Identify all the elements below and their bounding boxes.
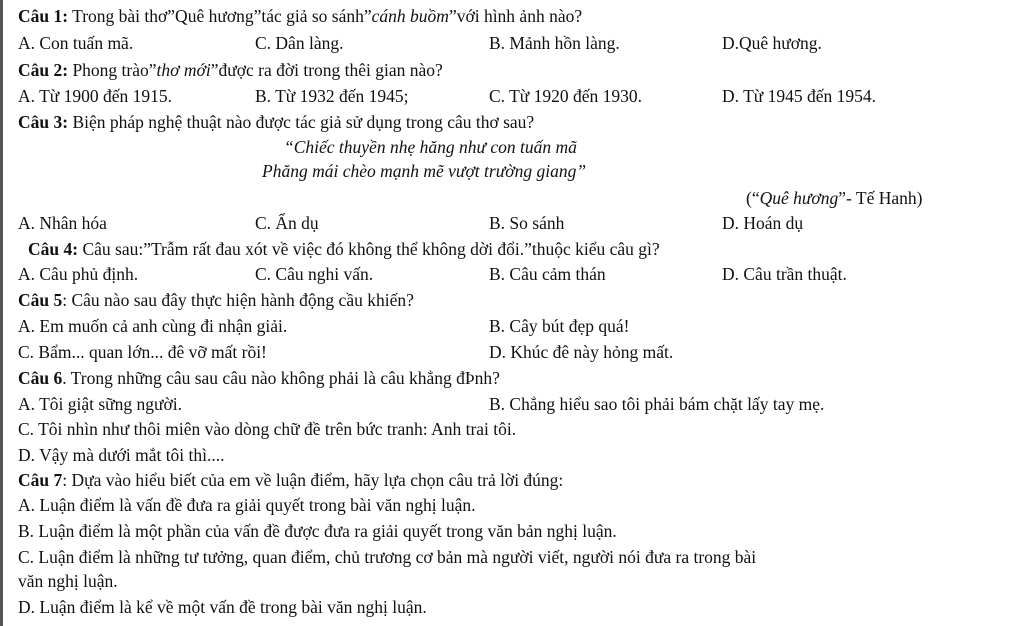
question-label: Câu 6 — [18, 368, 63, 388]
poem-line-2: Phăng mái chèo mạnh mẽ vượt trường giang” — [262, 161, 587, 181]
question-1 — [18, 5, 582, 27]
question-text: ”được ra đời trong thêi gian nào? — [210, 60, 443, 80]
option: C. Luận điểm là những tư tưởng, quan điểm, chủ trương cơ bản mà người viết, người nói đưa ra trong bài — [18, 547, 757, 567]
question-text: Biện pháp nghệ thuật nào được tác giả sử dụng trong câu thơ sau? — [68, 112, 535, 132]
question-5 — [18, 289, 414, 311]
option-continuation: văn nghị luận. — [18, 571, 118, 591]
option: A. Em muốn cả anh cùng đi nhận giải. — [18, 316, 288, 336]
question-text: Phong trào” — [68, 60, 157, 80]
question-label: Câu 4: — [28, 239, 79, 259]
option: C. Dân làng. — [255, 33, 344, 53]
option: C. Tôi nhìn như thôi miên vào dòng chữ đề trên bức tranh: Anh trai tôi. — [18, 419, 517, 439]
option: C. Bẩm... quan lớn... đê vỡ mất rồi! — [18, 342, 267, 362]
question-text-italic: thơ mới — [156, 60, 211, 80]
page-edge — [0, 0, 3, 626]
option: D. Vậy mà dưới mắt tôi thì.... — [18, 445, 225, 465]
option: D. Luận điểm là kể về một vấn đề trong bài văn nghị luận. — [18, 597, 427, 617]
option: B. So sánh — [489, 213, 565, 233]
option: C. Từ 1920 đến 1930. — [489, 86, 643, 106]
poem-source: (“Quê hương”- Tế Hanh) — [746, 188, 923, 208]
option: A. Từ 1900 đến 1915. — [18, 86, 173, 106]
option: B. Câu cảm thán — [489, 264, 606, 284]
question-2 — [18, 59, 443, 81]
question-text: . Trong những câu sau câu nào không phải là câu khẳng đÞnh? — [62, 368, 500, 388]
option: A. Con tuấn mã. — [18, 33, 134, 53]
option: B. Từ 1932 đến 1945; — [255, 86, 409, 106]
question-4 — [28, 238, 660, 260]
question-text: : Dựa vào hiểu biết của em về luận điểm, hãy lựa chọn câu trả lời đúng: — [62, 470, 564, 490]
option: C. Câu nghi vấn. — [255, 264, 374, 284]
option: A. Tôi giật sững người. — [18, 394, 183, 414]
question-7 — [18, 469, 563, 491]
question-text: Trong bài thơ”Quê hương”tác giả so sánh” — [68, 6, 372, 26]
question-label: Câu 2: — [18, 60, 69, 80]
question-label: Câu 3: — [18, 112, 69, 132]
question-3 — [18, 111, 534, 133]
option: D.Quê hương. — [722, 33, 822, 53]
question-label: Câu 7 — [18, 470, 63, 490]
option: D. Khúc đê này hỏng mất. — [489, 342, 674, 362]
option: A. Luận điểm là vấn đề đưa ra giải quyết trong bài văn nghị luận. — [18, 495, 476, 515]
option: B. Cây bút đẹp quá! — [489, 316, 630, 336]
option: B. Mảnh hồn làng. — [489, 33, 620, 53]
option: C. Ẩn dụ — [255, 213, 319, 233]
option: B. Luận điểm là một phần của vấn đề được đưa ra giải quyết trong văn bản nghị luận. — [18, 521, 617, 541]
question-6 — [18, 367, 500, 389]
question-text: Câu sau:”Trẫm rất đau xót về việc đó không thể không dời đổi.”thuộc kiểu câu gì? — [78, 239, 660, 259]
option: D. Câu trần thuật. — [722, 264, 847, 284]
question-text: : Câu nào sau đây thực hiện hành động cầu khiến? — [62, 290, 414, 310]
question-text-italic: cánh buồm — [371, 6, 449, 26]
option: D. Từ 1945 đến 1954. — [722, 86, 877, 106]
question-label: Câu 5 — [18, 290, 63, 310]
option: D. Hoán dụ — [722, 213, 804, 233]
poem-line-1: “Chiếc thuyền nhẹ hăng như con tuấn mã — [284, 137, 577, 157]
option: B. Chẳng hiểu sao tôi phải bám chặt lấy tay mẹ. — [489, 394, 825, 414]
question-text: ”với hình ảnh nào? — [448, 6, 583, 26]
option: A. Nhân hóa — [18, 213, 107, 233]
question-label: Câu 1: — [18, 6, 69, 26]
option: A. Câu phủ định. — [18, 264, 139, 284]
